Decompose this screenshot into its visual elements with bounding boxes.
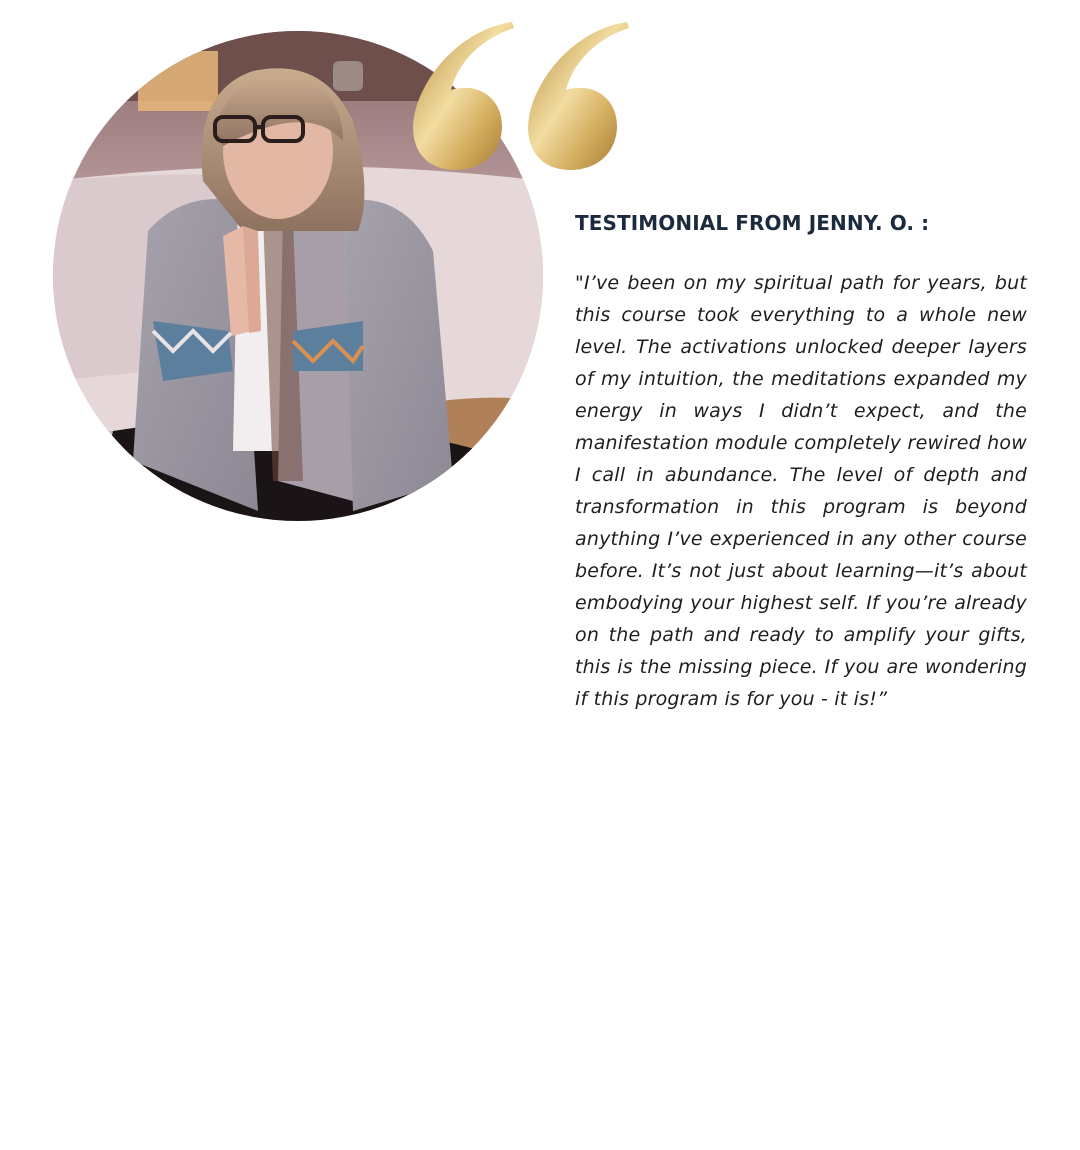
testimonial-block: [575, 208, 1027, 715]
quote-open-icon: [410, 18, 632, 174]
testimonial-heading: TESTIMONIAL FROM JENNY. O. :: [575, 211, 930, 235]
testimonial-quote: "I’ve been on my spiritual path for years, but this course took everything to a whole new level. The activations unlocked deeper layers of my intuition, the meditations expanded my energy in ways I didn’t expect, and the manifestation module completely rewired how I call in abundance. The level of depth and transformation in this program is beyond anything I’ve experienced in any other course before. It’s not just about learning—it’s about embodying your highest self. If you’re already on the path and ready to amplify your gifts, this is the missing piece. If you are wondering if this program is for you - it is!”: [575, 272, 1027, 710]
